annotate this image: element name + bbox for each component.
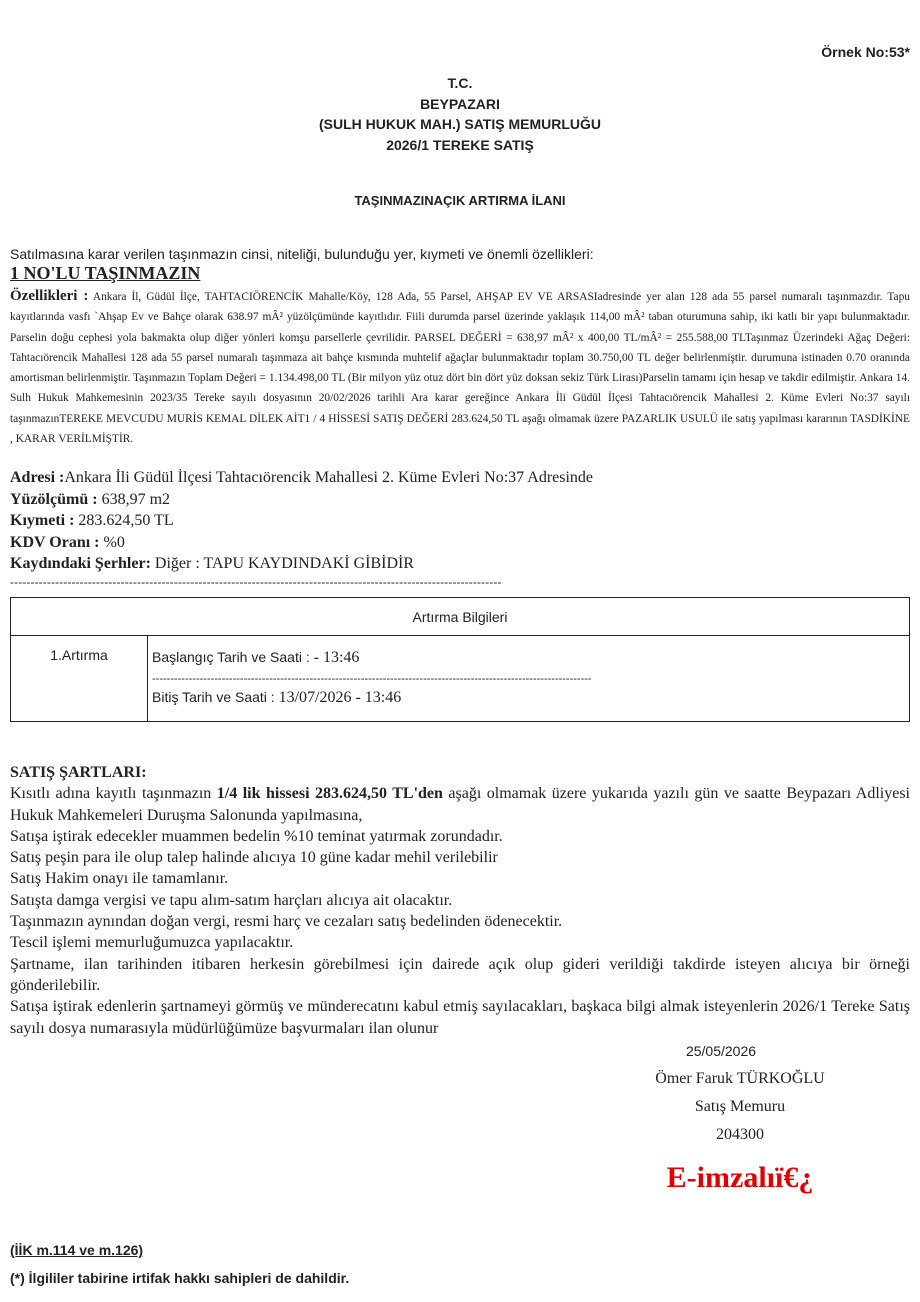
field-label: Yüzölçümü : [10,490,98,508]
field-vat [10,532,593,554]
field-label: Adresi : [10,469,65,486]
conditions-title: SATIŞ ŞARTLARI: [10,764,147,781]
header-line-case: 2026/1 TEREKE SATIŞ [386,136,534,153]
condition-text: aşağı olmamak üzere yukarıda yazılı gün ve saatte Beypazarı Adliyesi Hukuk Mahkemeleri Duruşma Salonunda yapılmasına, [10,785,911,824]
auction-info-header: Artırma Bilgileri [11,598,910,636]
field-area [10,489,593,511]
property-fields [10,467,593,575]
field-address [10,467,593,489]
auction-row-values [148,636,910,722]
intro-text: Satılmasına karar verilen taşınmazın cinsi, niteliği, bulunduğu yer, kıymeti ve önemli özellikleri: [10,246,594,262]
condition-paragraph [10,783,910,826]
signer-number: 204300 [716,1126,764,1143]
field-value: Ankara İli Güdül İlçesi Tahtacıörencik Mahallesi 2. Küme Evleri No:37 Adresinde [64,469,594,486]
law-reference: (İİK m.114 ve m.126) [10,1242,144,1258]
features-text: Ankara İl, Güdül İlçe, TAHTACIÖRENCİK Mahalle/Köy, 128 Ada, 55 Parsel, AHŞAP EV VE ARSASIadresinde yer alan 128 ada 55 parsel numaralı taşınmazdır. Tapu kayıtlarında vasfı `Ahşap Ev ve Bahçe olarak 638.97 mÂ² yüzölçümünde kayıtlıdır. Fiili durumda parsel üzerinde yaklaşık 114,00 mÂ² taban oturumuna sahip, iki katlı bir yapı bulunmaktadır. Parselin doğu cephesi yola bakmakta olup diğer yönleri komşu parsellerle çevrilidir. PARSEL DEĞERİ = 638,97 mÂ² x 400,00 TL/mÂ² = 255.588,00 TLTaşınmaz Üzerindeki Ağaç Değeri: Tahtacıörencik Mahallesi 128 ada 55 parsel numaralı taşınmaza ait bahçe kısmında muhtelif ağaçlar bulunmaktadır toplam 30.750,00 TL değer belirlenmiştir. durumuna istinaden 0.70 oranında amortisman belirlenmiştir. Taşınmazın Toplam Değeri = 1.134.498,00 TL (Bir milyon yüz otuz dört bin dört yüz doksan sekiz Türk Lirası)Parselin tamamı için hesap ve takdir edilmiştir. Ankara 14. Sulh Hukuk Mahkemesinin 2023/35 Tereke sayılı dosyasının 20/02/2026 tarihli Ara karar gereğince Ankara İli Güdül İlçesi Tahtacıörencik Mahallesi 2. Küme Evleri No:37 sayılı taşınmazınTEREKE MEVCUDU MURİS KEMAL DİLEK AİT1 / 4 HİSSESİ SATIŞ DEĞERİ 283.624,50 TL aşağı olmamak üzere PAZARLIK USULÜ ile satış yapılması kararının TASDİKİNE , KARAR VERİLMİŞTİR. [10,291,910,446]
field-label: Kaydındaki Şerhler: [10,555,151,572]
features-label: Özellikleri : [10,288,89,304]
start-label: Başlangıç Tarih ve Saati : [152,649,314,665]
start-datetime [152,649,908,667]
inner-separator: ------------------------------------------------------------------------------------------------------------------------ [152,673,592,685]
condition-line: Tescil işlemi memurluğumuzca yapılacaktır. [10,934,294,952]
property-title: 1 NO'LU TAŞINMAZIN [10,263,201,283]
signature-block [610,1043,870,1195]
condition-line: Satışta damga vergisi ve tapu alım-satım harçları alıcıya ait olacaktır. [10,891,453,909]
header-line-office: (SULH HUKUK MAH.) SATIŞ MEMURLUĞU [318,116,602,132]
auction-info-table [10,597,910,722]
condition-line: Şartname, ilan tarihinden itibaren herkesin görebilmesi için dairede açık olup gideri verildiği takdirde isteyen alıcıya bir örneği gönderilebilir. [10,955,910,994]
condition-line: Satış peşin para ile olup talep halinde alıcıya 10 güne kadar mehil verilebilir [10,849,498,867]
auction-row-label: 1.Artırma [11,636,148,722]
field-label: KDV Oranı : [10,533,100,551]
start-value: - 13:46 [313,649,360,666]
condition-text: Kısıtlı adına kayıtlı taşınmazın [10,785,217,803]
separator-line: ------------------------------------------------------------------------------------------------------------------------ [10,575,502,589]
field-annotations [10,553,593,575]
field-value: %0 [99,533,125,551]
end-datetime [152,689,908,707]
ornek-number: Örnek No:53* [821,44,910,60]
signature-date: 25/05/2026 [685,1043,757,1059]
header-line-city: BEYPAZARI [420,95,500,112]
e-signature-mark: E-imzalıï€¿ [666,1161,814,1194]
field-value: 283.624,50 TL [74,512,174,529]
header-line-tc: T.C. [447,75,473,91]
sale-conditions [10,762,910,1039]
announcement-title: TAŞINMAZINAÇIK ARTIRMA İLANI [354,193,566,208]
property-features [10,286,910,449]
footnote: (*) İlgililer tabirine irtifak hakkı sahipleri de dahildir. [10,1270,350,1286]
condition-share-amount: 1/4 lik hissesi 283.624,50 TL'den [216,785,443,803]
condition-line: Satışa iştirak edecekler muammen bedelin %10 teminat yatırmak zorundadır. [10,827,503,845]
field-value: 638,97 m2 [97,490,171,508]
signer-title: Satış Memuru [694,1098,786,1115]
end-label: Bitiş Tarih ve Saati : [152,689,279,705]
field-value: Diğer : TAPU KAYDINDAKİ GİBİDİR [150,555,415,572]
condition-line: Satışa iştirak edenlerin şartnameyi görmüş ve münderecatını kabul etmiş sayılacakları, başkaca bilgi almak isteyenlerin 2026/1 Tereke Satış sayılı dosya numarasıyla müdürlüğümüze başvurmaları ilan olunur [10,998,910,1037]
end-value: 13/07/2026 - 13:46 [278,689,402,706]
field-value-estimate [10,510,593,532]
condition-line: Taşınmazın aynından doğan vergi, resmi harç ve cezaları satış bedelinden ödenecektir. [10,913,563,931]
field-label: Kıymeti : [10,512,75,529]
document-header [10,73,910,155]
signer-name: Ömer Faruk TÜRKOĞLU [655,1070,825,1087]
condition-line: Satış Hakim onayı ile tamamlanır. [10,870,229,888]
